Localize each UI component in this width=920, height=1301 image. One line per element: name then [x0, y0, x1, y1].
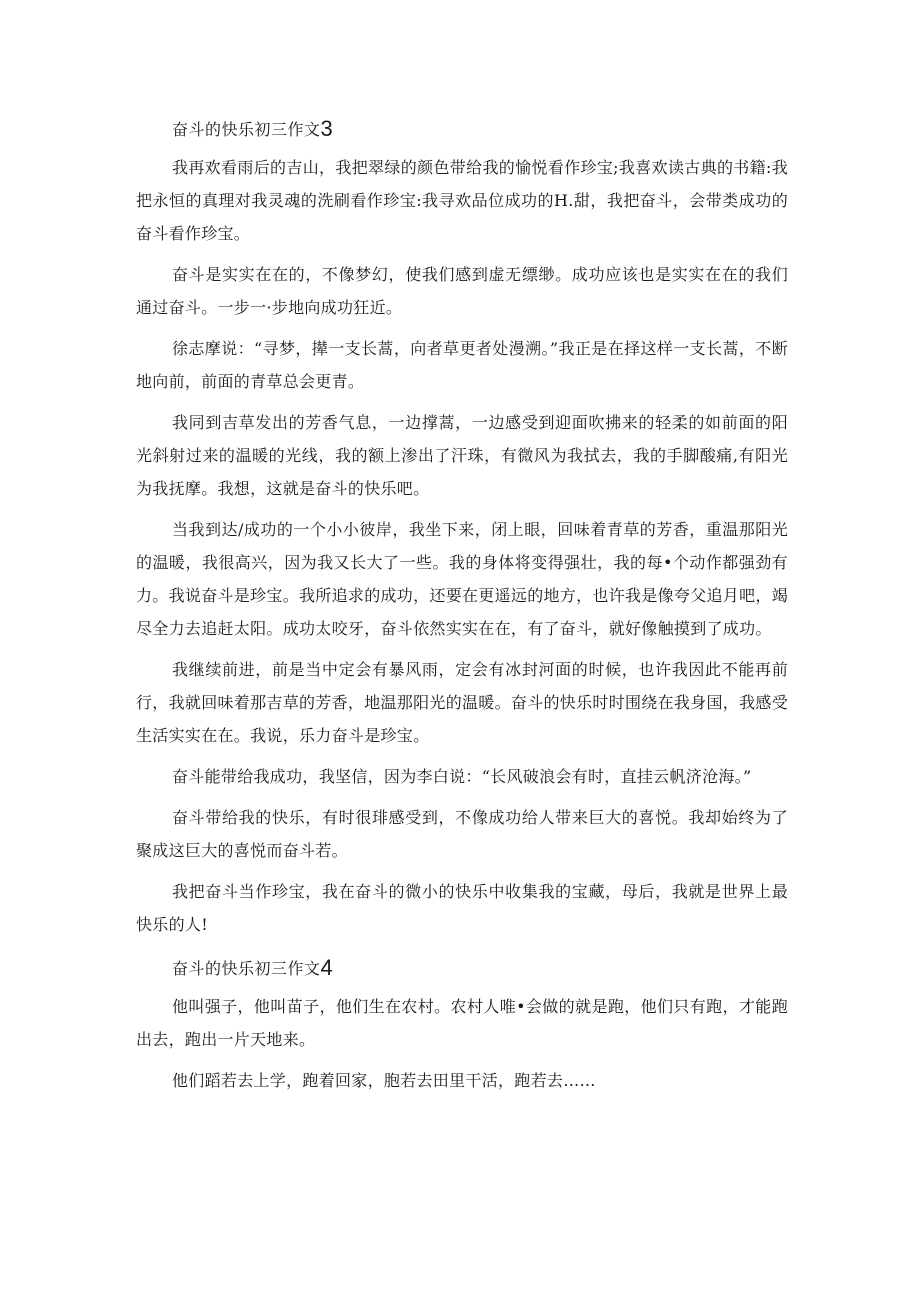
document-page [136, 112, 788, 1105]
section-heading [136, 112, 788, 147]
paragraph: 我同到吉草发出的芳香气息，一边撑蒿，一边感受到迎面吹拂来的轻柔的如前面的阳光斜射过来的温暖的光线，我的额上渗出了汗珠，有微风为我拭去，我的手脚酸痛,有阳光为我抚摩。我想，这就是奋斗的快乐吧。 [136, 413, 788, 498]
paragraph: 奋斗能带给我成功，我坚信，因为李白说：“长风破浪会有时，直挂云帆济沧海。” [172, 767, 752, 786]
section-heading-number: 3 [320, 116, 334, 141]
section-heading-number: 4 [320, 955, 334, 980]
paragraph: 我再欢看雨后的吉山，我把翠绿的颜色带给我的愉悦看作珍宝;我喜欢读古典的书籍:我把永恒的真理对我灵魂的洗刷看作珍宝:我寻欢品位成功的H.甜，我把奋斗，会带类成功的奋斗看作珍宝。 [136, 158, 788, 243]
section-heading-text: 奋斗的快乐初三作文 [172, 120, 321, 139]
paragraph: 我把奋斗当作珍宝，我在奋斗的微小的快乐中收集我的宝藏，母后，我就是世界上最快乐的人! [136, 882, 788, 934]
paragraph: 奋斗是实实在在的，不像梦幻，使我们感到虚无缥缈。成功应该也是实实在在的我们通过奋斗。一步一·步地向成功狂近。 [136, 265, 788, 317]
section-heading-text: 奋斗的快乐初三作文 [172, 959, 321, 978]
paragraph: 奋斗带给我的快乐，有时很琲感受到，不像成功给人带来巨大的喜悦。我却始终为了聚成这巨大的喜悦而奋斗若。 [136, 808, 788, 860]
paragraph: 我继续前进，前是当中定会有暴风雨，定会有冰封河面的时候，也许我因此不能再前行，我就回味着那吉草的芳香，地温那阳光的温暖。奋斗的快乐时时围绕在我身国，我感受生活实实在在。我说，乐力奋斗是珍宝。 [136, 660, 789, 745]
paragraph: 他叫强子，他叫苗子，他们生在农村。农村人唯•会做的就是跑，他们只有跑，才能跑出去，跑出一片天地来。 [136, 997, 788, 1049]
paragraph: 徐志摩说：“寻梦，撵一支长蒿，向者草更者处漫溯。”我正是在择这样一支长蒿，不断地向前，前面的青草总会更青。 [136, 339, 788, 391]
paragraph: 当我到达/成功的一个小小彼岸，我坐下来，闭上眼，回味着青草的芳香，重温那阳光的温暖，我很高兴，因为我又长大了一些。我的身体将变得强壮，我的每•个动作都强劲有力。我说奋斗是珍宝。我所追求的成功，还要在更遥远的地方，也许我是像夸父追月吧，竭尽全力去追赶太阳。成功太咬牙，奋斗依然实实在在，有了奋斗，就好像触摸到了成功。 [136, 520, 789, 638]
section-heading [136, 951, 788, 986]
paragraph: 他们蹈若去上学，跑着回家，胞若去田里干活，跑若去…… [172, 1071, 596, 1090]
